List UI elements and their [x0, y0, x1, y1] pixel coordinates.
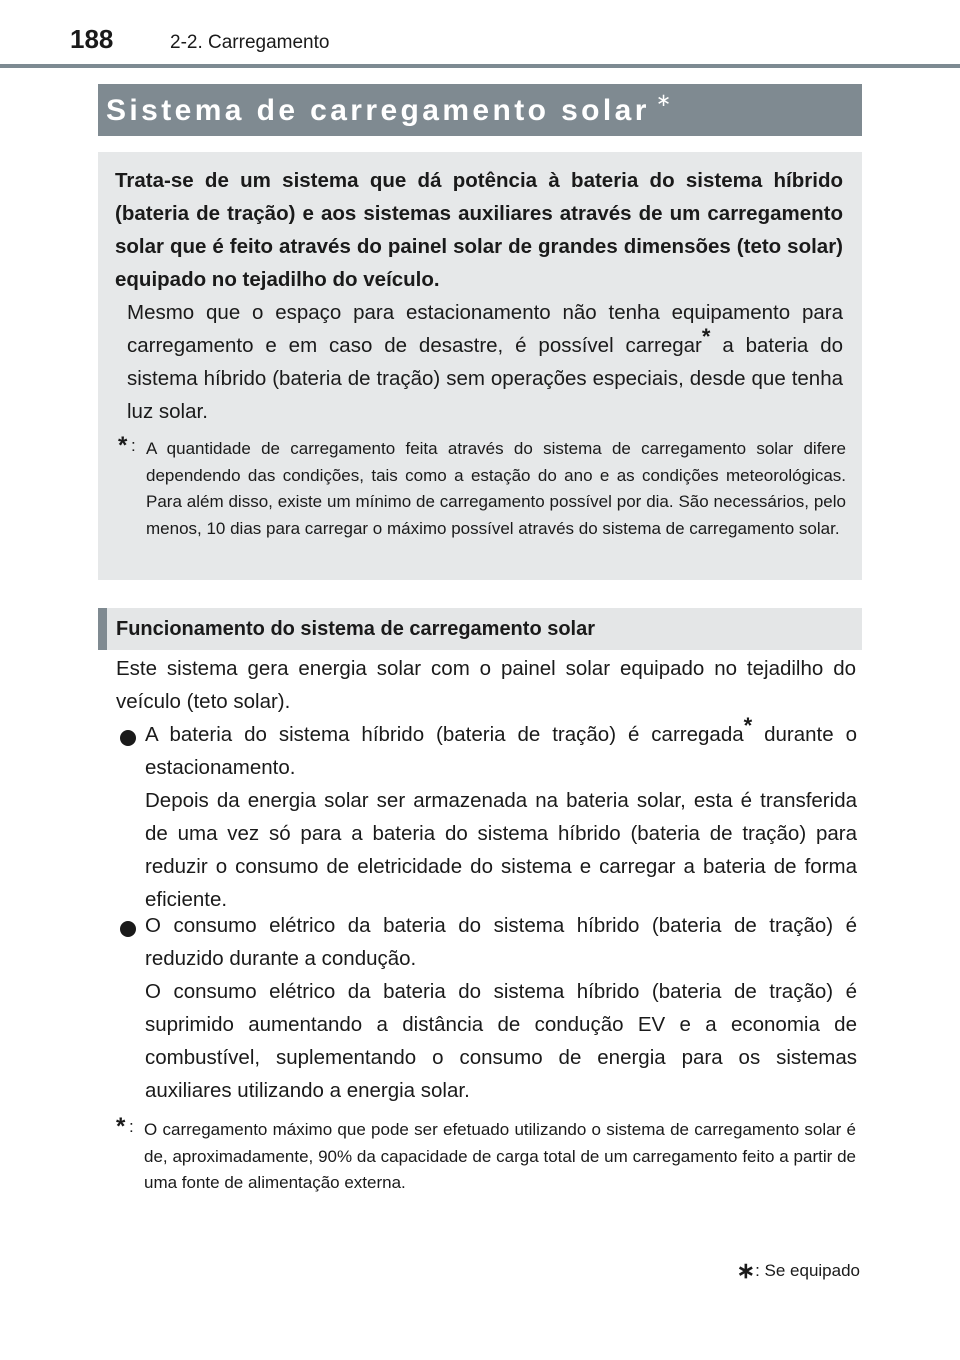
footnote-colon: :	[129, 1117, 134, 1136]
body-footnote-text: O carregamento máximo que pode ser efetuado utilizando o sistema de carregamento solar é de, aproximadamente, 90% da capacidade de carga total de um carregamento feito a partir de uma fonte de alimentação externa.	[144, 1120, 856, 1192]
page-header	[0, 0, 960, 70]
intro-paragraph	[127, 296, 843, 428]
header-divider	[0, 64, 960, 68]
intro-footnote-text: A quantidade de carregamento feita através do sistema de carregamento solar difere dependendo das condições, tais como a estação do ano e as condições meteorológicas. Para além disso, existe um mínimo de carregamento possível por dia. São necessários, pelo menos, 10 dias para carregar o máximo possível através do sistema de carregamento solar.	[146, 439, 846, 538]
page-title: Sistema de carregamento solar	[106, 94, 650, 127]
footnote-asterisk-icon: *	[118, 432, 128, 459]
body-paragraph: Este sistema gera energia solar com o painel solar equipado no tejadilho do veículo (teto solar).	[116, 657, 856, 713]
list-item-detail: Depois da energia solar ser armazenada na bateria solar, esta é transferida de uma vez só para a bateria do sistema híbrido (bateria de tração) para reduzir o consumo de eletricidade do sistema e carregar a bateria de forma eficiente.	[145, 789, 857, 911]
section-breadcrumb: 2-2. Carregamento	[170, 32, 330, 53]
intro-paragraph-text: Mesmo que o espaço para estacionamento não tenha equipamento para carregamento e em caso de desastre, é possível carregar	[127, 301, 843, 357]
footnote-colon: :	[131, 436, 136, 455]
heading-accent	[98, 608, 107, 650]
section-title-bar	[98, 84, 862, 136]
intro-paragraph-text-cont: a bateria do sistema híbrido (bateria de tração) sem operações especiais, desde que tenha luz solar.	[127, 334, 843, 423]
subsection-heading-bar	[98, 608, 862, 650]
equipped-asterisk-icon: ∗	[736, 1258, 756, 1283]
footnote-marker: *	[743, 713, 753, 738]
page-number: 188	[70, 24, 114, 54]
list-item-text-cont: durante o estacionamento.	[145, 723, 857, 779]
footnote-asterisk-icon: *	[116, 1113, 126, 1140]
equipped-asterisk-icon: ∗	[656, 90, 672, 110]
list-item-text: A bateria do sistema híbrido (bateria de tração) é carregada	[145, 723, 744, 746]
list-item: O consumo elétrico da bateria do sistema híbrido (bateria de tração) é reduzido durante a condução.	[145, 914, 857, 970]
equipment-legend	[737, 1258, 860, 1284]
equipment-legend-text: : Se equipado	[755, 1261, 860, 1280]
intro-lead-text: Trata-se de um sistema que dá potência à bateria do sistema híbrido (bateria de tração) e aos sistemas auxiliares através de um carregamento solar que é feito através do painel solar de grandes dimensões (teto solar) equipado no tejadilho do veículo.	[115, 169, 843, 291]
list-item-detail: O consumo elétrico da bateria do sistema híbrido (bateria de tração) é suprimido aumentando a distância de condução EV e a economia de combustível, suplementando o consumo de energia para os sistemas auxiliares utilizando a energia solar.	[145, 980, 857, 1102]
list-item	[145, 713, 857, 784]
bullet-icon	[120, 921, 136, 937]
footnote-marker: *	[701, 324, 711, 349]
bullet-icon	[120, 730, 136, 746]
intro-box	[98, 152, 862, 580]
subsection-heading: Funcionamento do sistema de carregamento solar	[116, 618, 596, 640]
